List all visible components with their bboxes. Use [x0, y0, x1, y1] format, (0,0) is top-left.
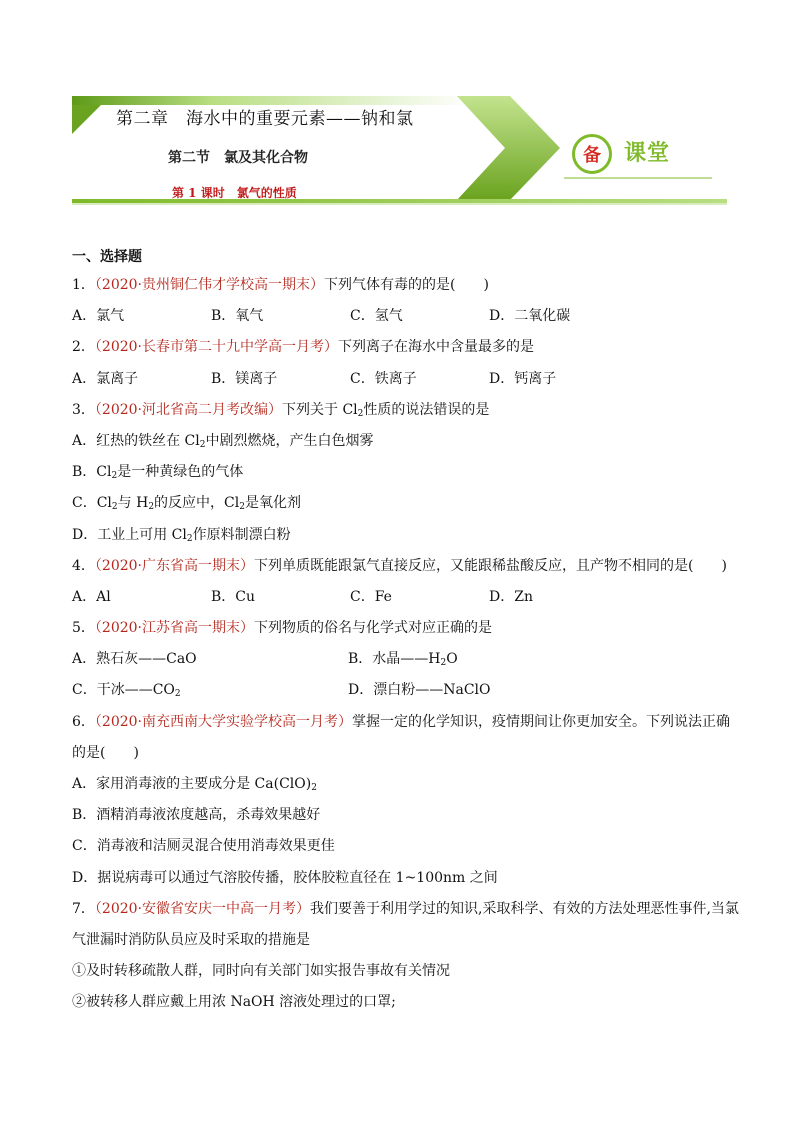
- question-stem: 下列单质既能跟氯气直接反应，又能跟稀盐酸反应，且产物不相同的是( ): [254, 557, 727, 574]
- question-6: [72, 707, 730, 738]
- bei-badge-icon: [572, 134, 612, 174]
- question-3: 3．（2020·河北省高二月考改编）下列关于 $Cl_2$性质的说法错误的是: [72, 401, 490, 419]
- question-number: 1．: [72, 277, 95, 293]
- chapter-title: 第二章 海水中的重要元素——钠和氯: [116, 109, 414, 129]
- option-c: C．Fe: [350, 588, 392, 605]
- question-5-options-row1: [72, 644, 722, 675]
- question-source: （2020·广东省高一期末）: [94, 557, 255, 574]
- option-c: C．$Cl_2$与 $H_2$的反应中，$Cl_2$是氧化剂: [72, 495, 301, 513]
- worksheet-content: [72, 244, 739, 1019]
- section-heading: 一、选择题: [72, 249, 142, 265]
- option-d: D．钙离子: [489, 370, 557, 387]
- option-b: B．Cu: [211, 588, 256, 605]
- question-7-item-2: ②被转移人群应戴上用浓 NaOH 溶液处理过的口罩;: [72, 994, 396, 1011]
- question-stem: 下列离子在海水中含量最多的是: [338, 339, 535, 356]
- question-2: [72, 332, 722, 363]
- question-2-options: [72, 364, 722, 395]
- badge-text: 备: [583, 145, 601, 166]
- question-1: [72, 270, 722, 301]
- question-number: 3．: [72, 401, 95, 418]
- option-c: C．干冰$——CO_2$: [72, 682, 181, 700]
- question-source: （2020·江苏省高一期末）: [94, 620, 255, 637]
- brand-label: 课堂: [624, 141, 671, 166]
- question-stem: 下列物质的俗名与化学式对应正确的是: [254, 620, 493, 637]
- question-7-stem-cont: 气泄漏时消防队员应及时采取的措施是: [72, 931, 310, 948]
- option-b: B．水晶$——H_2O$: [348, 651, 458, 669]
- option-b: B．$Cl_2$是一种黄绿色的气体: [72, 464, 244, 482]
- option-d: D．工业上可用 $Cl_2$作原料制漂白粉: [72, 526, 291, 544]
- option-a: A．红热的铁丝在 $Cl_2$中剧烈燃烧，产生白色烟雾: [72, 432, 374, 450]
- question-number: 2．: [72, 339, 95, 356]
- option-d: D．二氧化碳: [489, 308, 571, 325]
- option-a: A．家用消毒液的主要成分是 $Ca(ClO)_2$: [72, 776, 317, 793]
- question-stem: 掌握一定的化学知识，疫情期间让你更加安全。下列说法正确: [352, 713, 730, 730]
- question-1-options: [72, 301, 722, 332]
- question-5-options-row2: [72, 675, 722, 706]
- question-7-item-1: ①及时转移疏散人群，同时向有关部门如实报告事故有关情况: [72, 963, 450, 980]
- question-source: （2020·安徽省安庆一中高一月考）: [94, 900, 311, 917]
- question-7: [72, 894, 739, 925]
- option-a: A．氯气: [72, 308, 125, 325]
- option-a: A．氯离子: [72, 370, 139, 387]
- option-c: C．铁离子: [350, 370, 417, 387]
- question-number: 6．: [72, 713, 95, 730]
- question-stem: 我们要善于利用学过的知识,采取科学、有效的方法处理恶性事件,当氯: [310, 900, 739, 917]
- question-source: （2020·贵州铜仁伟才学校高一期末）: [94, 277, 325, 293]
- option-b: B．酒精消毒液浓度越高，杀毒效果越好: [72, 807, 321, 824]
- option-c: C．消毒液和洁厕灵混合使用消毒效果更佳: [72, 838, 335, 855]
- question-5: [72, 613, 722, 644]
- option-b: B．氧气: [211, 308, 264, 325]
- option-b: B．镁离子: [211, 370, 278, 387]
- option-a: A．Al: [72, 588, 111, 605]
- option-a: A．熟石灰——CaO: [72, 651, 197, 668]
- question-stem: 下列关于 Cl: [282, 401, 358, 418]
- question-number: 4．: [72, 557, 95, 574]
- question-stem: 下列气体有毒的的是( ): [324, 277, 489, 293]
- option-d: D．漂白粉——NaClO: [348, 682, 491, 699]
- question-source: （2020·河北省高二月考改编）: [94, 401, 283, 418]
- question-6-stem-cont: 的是( ): [72, 744, 139, 761]
- question-4: [72, 551, 727, 582]
- page-header-banner: [72, 96, 727, 206]
- option-c: C．氢气: [350, 308, 403, 325]
- question-4-options: [72, 582, 722, 613]
- question-source: （2020·长春市第二十九中学高一月考）: [94, 339, 339, 356]
- option-d: D．据说病毒可以通过气溶胶传播，胶体胶粒直径在 1~100nm 之间: [72, 869, 498, 886]
- option-d: D．Zn: [489, 588, 533, 605]
- question-number: 5．: [72, 620, 95, 637]
- section-title: 第二节 氯及其化合物: [168, 150, 308, 166]
- lesson-title: 第 1 课时 氯气的性质: [172, 186, 297, 200]
- question-source: （2020·南充西南大学实验学校高一月考）: [94, 713, 352, 730]
- question-number: 7．: [72, 900, 95, 917]
